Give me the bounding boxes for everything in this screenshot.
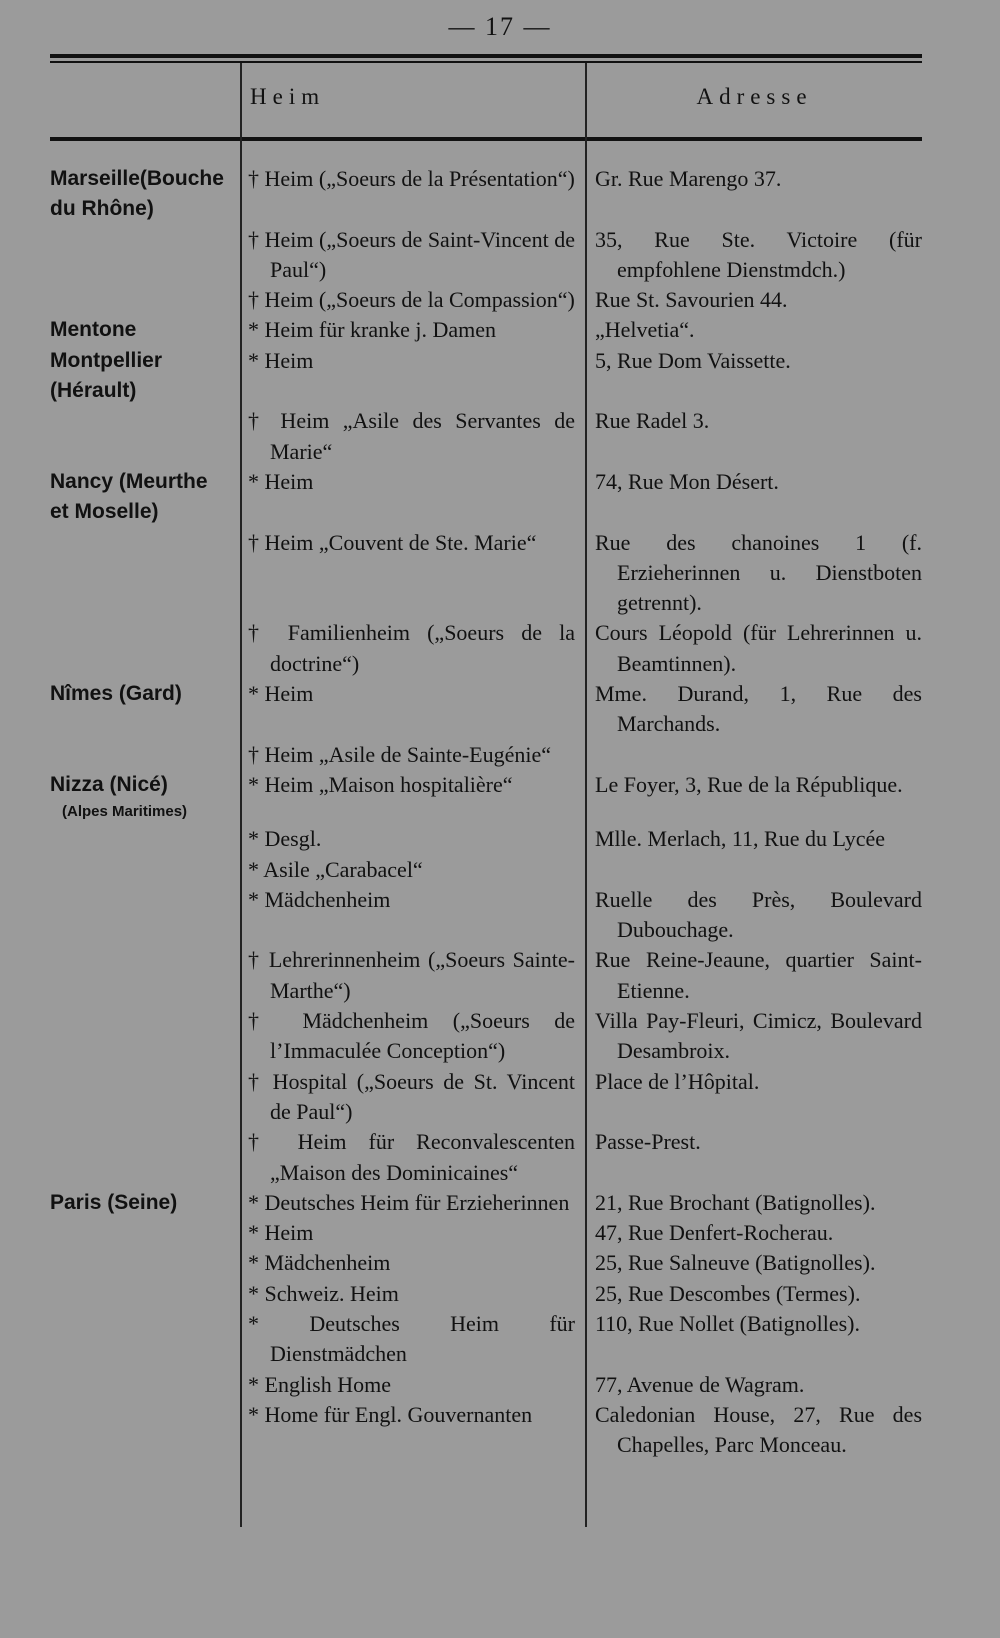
city-cell (0, 1248, 240, 1278)
heim-text: * Home für Engl. Gouvernanten (248, 1401, 533, 1427)
heim-cell (240, 855, 585, 885)
address-text: Rue Reine-Jeaune, quartier Saint-Etienne. (595, 947, 922, 1003)
address-text: 25, Rue Salneuve (Batignolles). (595, 1250, 876, 1276)
table-row (0, 1188, 1000, 1218)
table-row (0, 346, 1000, 407)
table-row (0, 1370, 1000, 1400)
address-cell (585, 1188, 922, 1218)
address-cell (585, 285, 922, 315)
city-name: Marseille(Bouche du Rhône) (50, 167, 224, 221)
city-cell (0, 770, 240, 824)
address-text: 35, Rue Ste. Victoire (für empfohlene Dienstmdch.) (595, 226, 922, 282)
heim-cell (240, 285, 585, 315)
city-cell (0, 855, 240, 885)
city-cell (0, 1188, 240, 1218)
table-row (0, 285, 1000, 315)
city-cell (0, 528, 240, 619)
table-row (0, 1279, 1000, 1309)
table-row (0, 1218, 1000, 1248)
heim-text: † Mädchenheim („Soeurs de l’Immaculée Conception“) (248, 1008, 575, 1064)
city-cell (0, 1218, 240, 1248)
address-text: Mlle. Merlach, 11, Rue du Lycée (595, 826, 885, 852)
city-cell (0, 885, 240, 946)
heim-cell (240, 528, 585, 619)
heim-text: † Lehrerinnenheim („Soeurs Sainte-Marthe“) (248, 947, 575, 1003)
heim-text: * Mädchenheim (248, 886, 391, 912)
address-text: Mme. Durand, 1, Rue des Marchands. (595, 681, 922, 737)
address-text: 74, Rue Mon Désert. (595, 468, 779, 494)
address-text: Ruelle des Près, Boulevard Dubouchage. (595, 886, 922, 943)
city-cell (0, 1006, 240, 1067)
city-cell (0, 1370, 240, 1400)
heim-cell (240, 1279, 585, 1309)
address-cell (585, 1370, 922, 1400)
heim-cell (240, 770, 585, 824)
table-row (0, 315, 1000, 345)
city-cell (0, 824, 240, 854)
address-cell (585, 1218, 922, 1248)
address-cell (585, 1248, 922, 1278)
heim-cell (240, 618, 585, 679)
heim-cell (240, 1248, 585, 1278)
heim-text: † Hospital („Soeurs de St. Vincent de Paul“) (248, 1068, 575, 1124)
table-row (0, 467, 1000, 528)
address-text: Rue St. Savourien 44. (595, 287, 788, 313)
address-text: Rue des chanoines 1 (f. Erzieherinnen u. Dienstboten getrennt). (595, 529, 922, 616)
city-name: Paris (Seine) (50, 1190, 178, 1214)
address-text: Gr. Rue Marengo 37. (595, 166, 782, 191)
city-name: Nancy (Meurthe et Moselle) (50, 469, 208, 524)
table-row (0, 1309, 1000, 1370)
header-top-rule (50, 54, 922, 58)
heim-cell (240, 1188, 585, 1218)
heim-cell (240, 740, 585, 770)
heim-cell (240, 467, 585, 528)
heim-text: † Heim für Reconvalescenten „Maison des Dominicaines“ (248, 1129, 575, 1185)
table-row (0, 1127, 1000, 1188)
heim-text: * Heim (248, 1220, 314, 1246)
heim-text: * Mädchenheim (248, 1250, 391, 1276)
address-cell (585, 770, 922, 824)
column-header-adresse: Adresse (696, 84, 813, 109)
address-text: Le Foyer, 3, Rue de la République. (595, 771, 903, 797)
heim-text: † Heim „Asile des Servantes de Marie“ (248, 408, 575, 464)
address-cell (585, 740, 922, 770)
city-cell (0, 945, 240, 1006)
city-cell (0, 1279, 240, 1309)
address-cell (585, 945, 922, 1006)
address-cell (585, 315, 922, 345)
address-cell (585, 679, 922, 740)
city-cell (0, 1067, 240, 1128)
heim-cell (240, 315, 585, 345)
address-text: Passe-Prest. (595, 1129, 701, 1155)
address-text: 77, Avenue de Wagram. (595, 1371, 805, 1397)
heim-cell (240, 1127, 585, 1188)
heim-text: * Deutsches Heim für Dienstmädchen (248, 1310, 575, 1367)
table-row (0, 855, 1000, 885)
table-row (0, 885, 1000, 946)
table-body (0, 164, 1000, 1460)
table-row (0, 164, 1000, 225)
heim-cell (240, 1218, 585, 1248)
city-name: Nizza (Nicé) (50, 772, 168, 796)
city-cell (0, 346, 240, 407)
heim-cell (240, 679, 585, 740)
address-text: Cours Léopold (für Lehrerinnen u. Beamtinnen). (595, 620, 922, 676)
table-row (0, 1067, 1000, 1128)
city-name: Mentone (50, 318, 137, 342)
address-text: Place de l’Hôpital. (595, 1068, 760, 1094)
address-text: 5, Rue Dom Vaissette. (595, 347, 791, 373)
table-row (0, 740, 1000, 770)
address-text: 47, Rue Denfert-Rocherau. (595, 1220, 834, 1246)
city-cell (0, 315, 240, 345)
header-bottom-rule (50, 137, 922, 141)
heim-text: † Heim („Soeurs de la Compassion“) (248, 287, 575, 313)
heim-cell (240, 885, 585, 946)
address-cell (585, 467, 922, 528)
heim-text: † Familienheim („Soeurs de la doctrine“) (248, 620, 575, 676)
address-cell (585, 1006, 922, 1067)
heim-text: † Heim („Soeurs de la Présentation“) (248, 166, 575, 191)
heim-cell (240, 1370, 585, 1400)
city-cell (0, 164, 240, 225)
table-row (0, 1006, 1000, 1067)
city-name: Montpellier (Hérault) (50, 348, 163, 403)
table-row (0, 1400, 1000, 1461)
city-cell (0, 1400, 240, 1461)
heim-cell (240, 1309, 585, 1370)
address-cell (585, 1127, 922, 1188)
address-cell (585, 824, 922, 854)
address-cell (585, 1400, 922, 1461)
address-cell (585, 618, 922, 679)
city-cell (0, 1127, 240, 1188)
table-row (0, 945, 1000, 1006)
table-row (0, 770, 1000, 824)
address-cell (585, 164, 922, 225)
city-cell (0, 679, 240, 740)
heim-cell (240, 1067, 585, 1128)
city-cell (0, 467, 240, 528)
heim-text: * Desgl. (248, 826, 322, 852)
table-row (0, 406, 1000, 467)
address-text: 25, Rue Descombes (Termes). (595, 1280, 861, 1306)
city-region: (Alpes Maritimes) (62, 803, 188, 821)
heim-cell (240, 945, 585, 1006)
table-row (0, 1248, 1000, 1278)
address-cell (585, 225, 922, 286)
table-row (0, 225, 1000, 286)
address-text: Caledonian House, 27, Rue des Chapelles, Parc Monceau. (595, 1401, 922, 1458)
address-cell (585, 855, 922, 885)
heim-text: * Heim „Maison hospitalière“ (248, 771, 513, 797)
heim-cell (240, 164, 585, 225)
city-cell (0, 1309, 240, 1370)
heim-cell (240, 346, 585, 407)
heim-text: * Schweiz. Heim (248, 1280, 399, 1306)
heim-text: † Heim „Asile de Sainte-Eugénie“ (248, 741, 552, 767)
address-cell (585, 406, 922, 467)
address-cell (585, 1279, 922, 1309)
heim-text: * Deutsches Heim für Erzieherinnen (248, 1189, 570, 1215)
heim-text: * Heim (248, 468, 314, 494)
heim-text: * Heim (248, 681, 314, 707)
address-cell (585, 885, 922, 946)
column-header-heim: Heim (250, 84, 326, 109)
heim-cell (240, 1006, 585, 1067)
table-row (0, 824, 1000, 854)
address-cell (585, 1309, 922, 1370)
heim-cell (240, 1400, 585, 1461)
address-text: 21, Rue Brochant (Batignolles). (595, 1189, 876, 1215)
city-cell (0, 225, 240, 286)
table-row (0, 679, 1000, 740)
heim-text: * English Home (248, 1371, 391, 1397)
address-cell (585, 346, 922, 407)
city-name: Nîmes (Gard) (50, 682, 182, 706)
heim-text: * Heim (248, 347, 314, 373)
page-number: — 17 — (448, 12, 552, 41)
header-top-rule-thin (50, 61, 922, 63)
address-cell (585, 528, 922, 619)
heim-text: * Asile „Carabacel“ (248, 856, 423, 882)
address-cell (585, 1067, 922, 1128)
address-text: „Helvetia“. (595, 317, 695, 343)
heim-cell (240, 406, 585, 467)
heim-cell (240, 225, 585, 286)
heim-cell (240, 824, 585, 854)
city-cell (0, 406, 240, 467)
city-cell (0, 618, 240, 679)
address-text: Rue Radel 3. (595, 408, 710, 434)
heim-text: † Heim „Couvent de Ste. Marie“ (248, 529, 537, 555)
heim-text: * Heim für kranke j. Damen (248, 317, 497, 343)
city-cell (0, 740, 240, 770)
table-row (0, 618, 1000, 679)
city-cell (0, 285, 240, 315)
table-row (0, 528, 1000, 619)
address-text: Villa Pay-Fleuri, Cimicz, Boulevard Desambroix. (595, 1008, 922, 1064)
address-text: 110, Rue Nollet (Batignolles). (595, 1310, 860, 1336)
heim-text: † Heim („Soeurs de Saint-Vincent de Paul“) (248, 226, 575, 282)
